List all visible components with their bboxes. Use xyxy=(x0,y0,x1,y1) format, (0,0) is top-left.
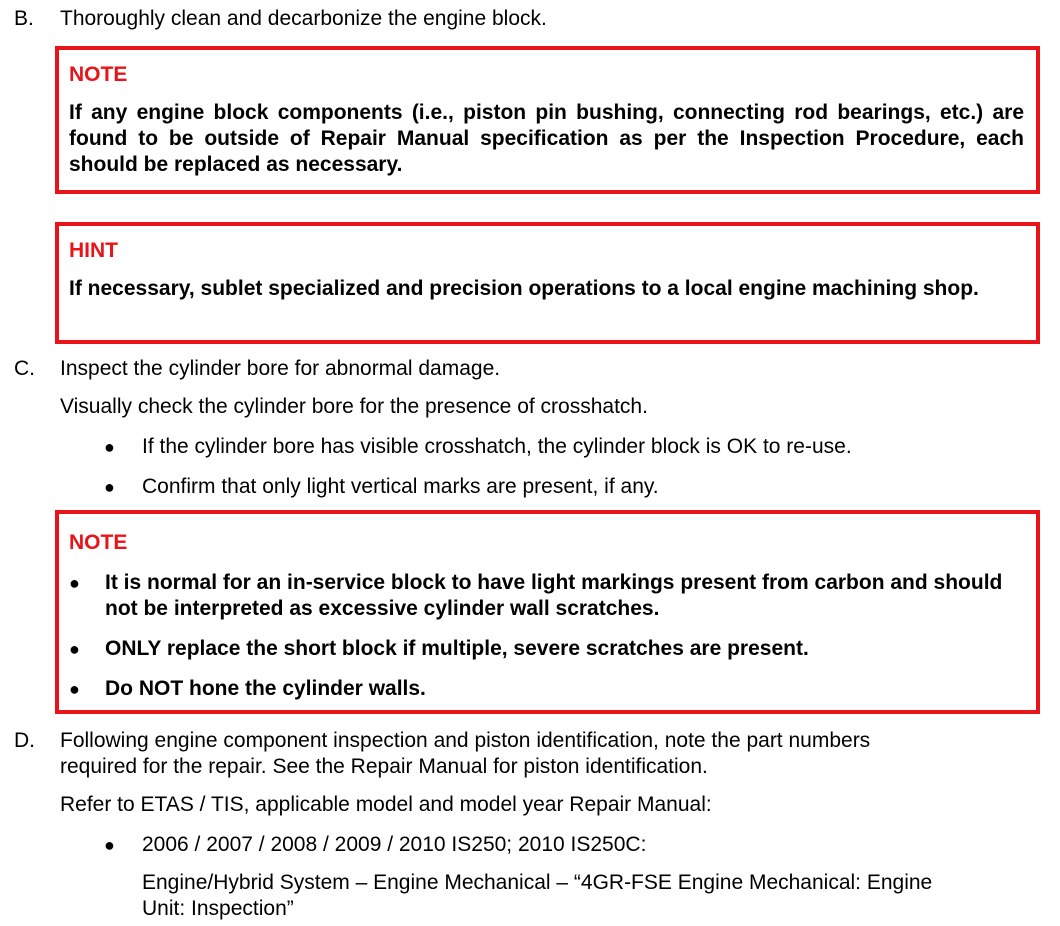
hint-box-text: If necessary, sublet specialized and precision operations to a local engine machining shop. xyxy=(69,277,979,300)
step-d-bullet-1: 2006 / 2007 / 2008 / 2009 / 2010 IS250; 2010 IS250C: xyxy=(142,833,647,856)
bullet-dot-icon: ● xyxy=(104,835,115,855)
step-c-text: Inspect the cylinder bore for abnormal damage. xyxy=(60,357,501,380)
step-d-subtext: Refer to ETAS / TIS, applicable model and model year Repair Manual: xyxy=(60,793,712,816)
step-c-bullet-1: If the cylinder bore has visible crosshatch, the cylinder block is OK to re-use. xyxy=(142,435,852,458)
step-d-text: Following engine component inspection and piston identification, note the part numbers required for the repair. See the Repair Manual for piston identification. xyxy=(60,729,871,778)
step-d-letter: D. xyxy=(14,729,35,752)
bullet-dot-icon: ● xyxy=(69,639,80,659)
note-box-2-bullet-1: It is normal for an in-service block to have light markings present from carbon and should not be interpreted as excessive cylinder wall scratches. xyxy=(105,571,1003,620)
bullet-dot-icon: ● xyxy=(104,437,115,457)
bullet-dot-icon: ● xyxy=(69,573,80,593)
step-c-subtext: Visually check the cylinder bore for the presence of crosshatch. xyxy=(60,395,648,418)
note-box-2-title: NOTE xyxy=(69,531,128,554)
step-c-bullet-2: Confirm that only light vertical marks are present, if any. xyxy=(142,475,659,498)
note-box-1 xyxy=(55,46,1040,194)
bullet-dot-icon: ● xyxy=(69,679,80,699)
note-box-2-bullet-2: ONLY replace the short block if multiple, severe scratches are present. xyxy=(105,637,809,660)
bullet-dot-icon: ● xyxy=(104,477,115,497)
note-box-1-text: If any engine block components (i.e., piston pin bushing, connecting rod bearings, etc.) are found to be outside of Repair Manual specification as per the Inspection Procedure, each should be replaced as necessary. xyxy=(69,101,1024,176)
note-box-2 xyxy=(55,510,1040,714)
step-b-letter: B. xyxy=(14,7,34,30)
step-d-bullet-1-detail: Engine/Hybrid System – Engine Mechanical – “4GR-FSE Engine Mechanical: Engine Unit: Inspection” xyxy=(142,871,933,920)
hint-box-title: HINT xyxy=(69,239,118,262)
hint-box xyxy=(55,222,1040,344)
step-c-letter: C. xyxy=(14,357,35,380)
note-box-1-title: NOTE xyxy=(69,63,128,86)
step-b-text: Thoroughly clean and decarbonize the engine block. xyxy=(60,7,547,30)
note-box-2-bullet-3: Do NOT hone the cylinder walls. xyxy=(105,677,426,700)
